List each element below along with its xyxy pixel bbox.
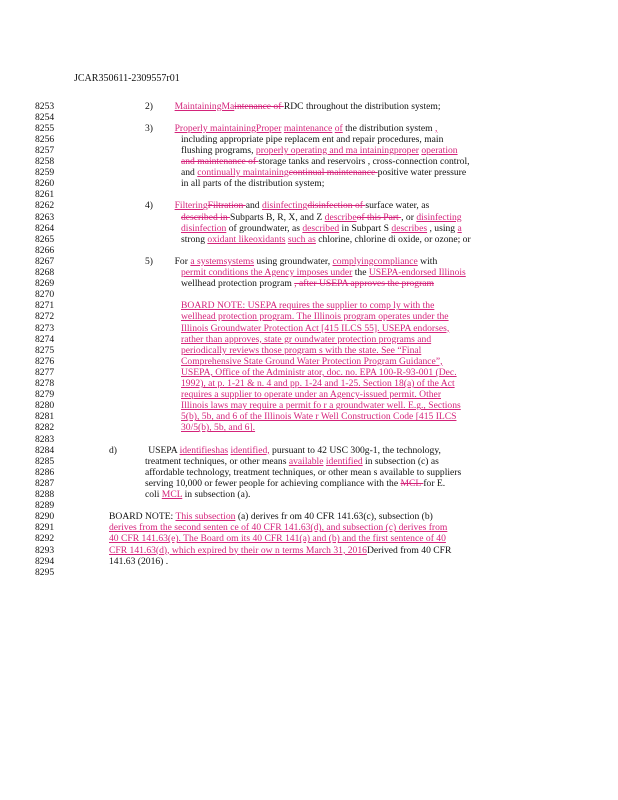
line-number: 8266 <box>35 244 55 256</box>
text-run: in subsection (c) as <box>362 455 439 467</box>
line-text <box>181 400 461 411</box>
line-text <box>181 356 442 367</box>
line-number: 8293 <box>35 544 55 556</box>
line-number: 8288 <box>35 489 55 500</box>
inserted-text: Illinois laws may require a permit fo r a groundwater well. E.g., Sections <box>181 400 461 412</box>
document-line <box>35 378 595 389</box>
document-line <box>35 511 595 522</box>
document-line <box>35 533 595 544</box>
inserted-text: disinfection <box>181 222 227 234</box>
text-run: For <box>174 255 191 267</box>
deleted-text: , after USEPA approves the program <box>294 278 435 290</box>
text-run: and <box>181 167 198 179</box>
text-run <box>117 445 148 456</box>
line-text <box>181 422 255 433</box>
text-run: storage tanks and reservoirs , cross-connection control, <box>258 156 470 167</box>
line-number: 8277 <box>35 366 55 378</box>
deleted-text: intenance of <box>234 100 284 112</box>
line-text <box>145 101 441 112</box>
line-number: 8272 <box>35 311 55 323</box>
text-run: of groundwater, as <box>226 222 303 234</box>
document-line <box>35 200 595 211</box>
line-number: 8284 <box>35 444 55 456</box>
document-line <box>35 522 595 533</box>
line-text <box>181 378 455 389</box>
text-run: Derived from 40 CFR <box>366 544 452 556</box>
line-number: 8257 <box>35 144 55 156</box>
line-number: 8264 <box>35 222 55 234</box>
line-number: 8274 <box>35 333 55 345</box>
line-number: 8258 <box>35 156 55 167</box>
line-text <box>181 323 449 334</box>
line-number: 8276 <box>35 355 55 367</box>
inserted-text: disinfecting <box>262 200 308 212</box>
line-number: 8253 <box>35 100 55 112</box>
document-line <box>35 223 595 234</box>
inserted-text: describe <box>324 211 357 223</box>
inserted-text: a systemsystems <box>190 255 255 267</box>
line-number: 8280 <box>35 400 55 412</box>
line-text <box>109 545 451 556</box>
deleted-text: and maintenance of <box>181 156 259 167</box>
inserted-text: Filtering <box>174 200 208 212</box>
document-line <box>35 467 595 478</box>
document-line <box>35 345 595 356</box>
line-number: 8285 <box>35 455 55 467</box>
line-text <box>145 489 250 500</box>
text-run: USEPA <box>148 444 180 456</box>
text-run: for E. <box>423 477 446 489</box>
document-line <box>35 545 595 556</box>
text-run: 141.63 (2016) . <box>109 555 169 567</box>
line-text <box>181 334 431 345</box>
deleted-text: described in <box>181 211 231 223</box>
text-run: (a) derives fr om 40 CFR 141.63(c), subsection (b) <box>235 511 433 523</box>
line-text <box>109 445 441 456</box>
line-number: 8295 <box>35 566 55 578</box>
inserted-text: USEPA, Office of the Administr ator, doc. no. EPA 100-R-93-001 (Dec. <box>181 366 457 378</box>
line-text <box>109 511 433 522</box>
inserted-text: described <box>302 222 340 234</box>
document-line <box>35 323 595 334</box>
inserted-text: available <box>288 455 324 467</box>
line-text <box>145 456 439 467</box>
document-line <box>35 134 595 145</box>
document-line <box>35 145 595 156</box>
document-header: JCAR350611-2309557r01 <box>74 73 180 84</box>
inserted-text: complyingcompliance <box>332 255 418 267</box>
line-text <box>109 556 168 567</box>
line-text <box>181 156 470 167</box>
inserted-text: Properly maintainingProper <box>174 122 282 134</box>
line-text <box>181 345 421 356</box>
line-number: 8270 <box>35 289 55 301</box>
inserted-text: identified, <box>230 444 270 456</box>
line-text <box>181 178 324 189</box>
inserted-text: continually maintaining <box>197 167 289 179</box>
line-text <box>181 411 456 422</box>
text-run: Subparts B, R, X, and Z <box>230 211 325 223</box>
document-line <box>35 123 595 134</box>
inserted-text: permit conditions the Agency imposes under <box>181 267 353 278</box>
inserted-text: derives from the second senten ce of 40 CFR 141.63(d), and subsection (c) derives from <box>109 522 448 534</box>
text-run: affordable technology, treatment techniques, or other mean s available to suppliers <box>145 466 462 478</box>
text-run: using groundwater, <box>254 255 333 267</box>
text-run: positive water pressure <box>377 167 467 179</box>
inserted-text: This subsection <box>175 511 236 523</box>
document-line <box>35 234 595 245</box>
text-run: d) <box>109 444 117 456</box>
document-line <box>35 456 595 467</box>
inserted-text: such as <box>287 233 316 245</box>
document-line <box>35 189 595 200</box>
line-text <box>181 167 466 178</box>
inserted-text: 5(b), 5b, and 6 of the Illinois Wate r Well Construction Code [415 ILCS <box>181 411 457 423</box>
document-line <box>35 212 595 223</box>
text-run <box>153 123 175 134</box>
document-line <box>35 478 595 489</box>
inserted-text: properly operating and ma intainingproper <box>255 144 419 156</box>
document-line <box>35 101 595 112</box>
inserted-text: CFR 141.63(d), which expired by their ow n terms March 31, 2016 <box>109 544 367 556</box>
line-number: 8259 <box>35 167 55 179</box>
document-line <box>35 411 595 422</box>
line-number: 8291 <box>35 522 55 534</box>
document-line <box>35 245 595 256</box>
inserted-text: disinfecting <box>416 211 462 223</box>
document-line <box>35 356 595 367</box>
line-number: 8289 <box>35 500 55 512</box>
line-number: 8260 <box>35 178 55 190</box>
inserted-text: maintenance <box>283 122 333 134</box>
text-run: with <box>417 255 438 267</box>
line-text <box>145 123 437 134</box>
text-run: 5) <box>145 255 153 267</box>
line-number: 8282 <box>35 422 55 434</box>
line-number: 8269 <box>35 278 55 290</box>
line-number: 8278 <box>35 378 55 389</box>
text-run: RDC throughout the distribution system; <box>283 100 441 112</box>
text-run <box>153 101 175 112</box>
inserted-text: wellhead protection program. The Illinois program operates under the <box>181 311 449 323</box>
line-number: 8281 <box>35 411 55 423</box>
line-number: 8267 <box>35 255 55 267</box>
text-run: and <box>245 200 263 212</box>
line-number: 8292 <box>35 533 55 545</box>
inserted-text: requires a supplier to operate under an Agency-issued permit. Other <box>181 389 442 401</box>
text-run: wellhead protection program <box>181 278 295 290</box>
inserted-text: rather than approves, state gr oundwater protection programs and <box>181 333 432 345</box>
text-run: the distribution system <box>342 122 435 134</box>
inserted-text: BOARD NOTE: USEPA requires the supplier to comp ly with the <box>181 300 435 312</box>
text-run: strong <box>181 233 208 245</box>
document-line <box>35 445 595 456</box>
line-number: 8256 <box>35 133 55 145</box>
line-number: 8261 <box>35 189 55 201</box>
line-number: 8262 <box>35 200 55 212</box>
document-line <box>35 334 595 345</box>
text-run: serving 10,000 or fewer people for achieving compliance with the <box>145 477 401 489</box>
deleted-text: continual maintenance <box>288 167 378 179</box>
text-run: , using <box>427 222 458 234</box>
text-run <box>153 200 175 211</box>
inserted-text: , <box>434 122 438 134</box>
inserted-text: USEPA-endorsed Illinois <box>368 267 466 278</box>
inserted-text: 30/5(b), 5b, and 6]. <box>181 422 256 434</box>
text-run <box>153 256 175 267</box>
line-number: 8290 <box>35 511 55 523</box>
inserted-text: identified <box>325 455 363 467</box>
text-run: in all parts of the distribution system; <box>181 178 325 190</box>
inserted-text: 40 CFR 141.63(e). The Board om its 40 CFR 141(a) and (b) and the first sentence of 40 <box>109 533 446 545</box>
inserted-text: MaintainingMa <box>174 100 235 112</box>
line-text <box>181 223 462 234</box>
document-line <box>35 278 595 289</box>
document-line <box>35 178 595 189</box>
line-number: 8263 <box>35 211 55 223</box>
deleted-text: of this Part <box>356 211 402 223</box>
document-line <box>35 300 595 311</box>
line-number: 8254 <box>35 111 55 123</box>
text-run: , or <box>401 211 417 223</box>
inserted-text: MCL <box>161 489 183 500</box>
deleted-text: MCL <box>400 477 424 489</box>
inserted-text: Illinois Groundwater Protection Act [415 ILCS 55]. USEPA endorses, <box>181 322 450 334</box>
line-number: 8279 <box>35 389 55 401</box>
line-text <box>181 134 443 145</box>
text-run: surface water, as <box>365 200 430 212</box>
text-run: treatment techniques, or other means <box>145 455 289 467</box>
inserted-text: identifieshas <box>179 444 229 456</box>
line-number: 8265 <box>35 233 55 245</box>
line-text <box>109 522 447 533</box>
document-line <box>35 434 595 445</box>
line-number: 8271 <box>35 300 55 312</box>
text-run: 3) <box>145 122 153 134</box>
text-run: 4) <box>145 200 153 212</box>
text-run: flushing programs, <box>181 144 256 156</box>
document-line <box>35 400 595 411</box>
line-text <box>181 234 471 245</box>
line-number: 8294 <box>35 555 55 567</box>
document-line <box>35 167 595 178</box>
text-run: including appropriate pipe replacem ent and repair procedures, main <box>181 133 444 145</box>
inserted-text: a <box>457 222 462 234</box>
line-number: 8275 <box>35 344 55 356</box>
line-number: 8255 <box>35 122 55 134</box>
document-line <box>35 311 595 322</box>
inserted-text: oxidant likeoxidants <box>207 233 286 245</box>
document-line <box>35 500 595 511</box>
document-line <box>35 267 595 278</box>
document-line <box>35 567 595 578</box>
line-text <box>145 478 445 489</box>
line-text <box>181 300 434 311</box>
line-text <box>181 212 462 223</box>
deleted-text: Filtration <box>207 200 246 212</box>
deleted-text: disinfection of <box>307 200 366 212</box>
text-run: in Subpart S <box>339 222 392 234</box>
inserted-text: operation <box>421 144 458 156</box>
line-text <box>181 311 449 322</box>
inserted-text: of <box>334 122 343 134</box>
document-line <box>35 156 595 167</box>
text-run: coli <box>145 489 162 500</box>
line-text <box>145 200 429 211</box>
document-line <box>35 112 595 123</box>
document-line <box>35 389 595 400</box>
text-run: pursuant to 42 USC 300g-1, the technology, <box>269 444 441 456</box>
document-line <box>35 556 595 567</box>
document-line <box>35 367 595 378</box>
text-run: chlorine, chlorine di oxide, or ozone; or <box>315 233 471 245</box>
document-line <box>35 256 595 267</box>
line-number: 8268 <box>35 267 55 278</box>
line-text <box>181 389 441 400</box>
document-line <box>35 289 595 300</box>
line-text <box>181 278 434 289</box>
line-text <box>145 467 461 478</box>
line-text <box>181 367 457 378</box>
line-text <box>181 145 458 156</box>
line-number: 8273 <box>35 322 55 334</box>
line-number: 8283 <box>35 433 55 445</box>
line-text <box>145 256 437 267</box>
text-run: in subsection (a). <box>182 489 251 500</box>
inserted-text: 1992), at p. 1-21 & n. 4 and pp. 1-24 and 1-25. Section 18(a) of the Act <box>181 378 455 389</box>
document-line <box>35 489 595 500</box>
text-run: the <box>352 267 369 278</box>
line-number: 8286 <box>35 466 55 478</box>
inserted-text: Comprehensive State Ground Water Protection Program Guidance”, <box>181 355 443 367</box>
line-text <box>109 533 446 544</box>
inserted-text: describes <box>391 222 428 234</box>
inserted-text: periodically reviews those program s with the state. See “Final <box>181 344 422 356</box>
document-line <box>35 422 595 433</box>
line-text <box>181 267 466 278</box>
line-number: 8287 <box>35 477 55 489</box>
text-run: 2) <box>145 100 153 112</box>
text-run: BOARD NOTE: <box>109 511 176 523</box>
